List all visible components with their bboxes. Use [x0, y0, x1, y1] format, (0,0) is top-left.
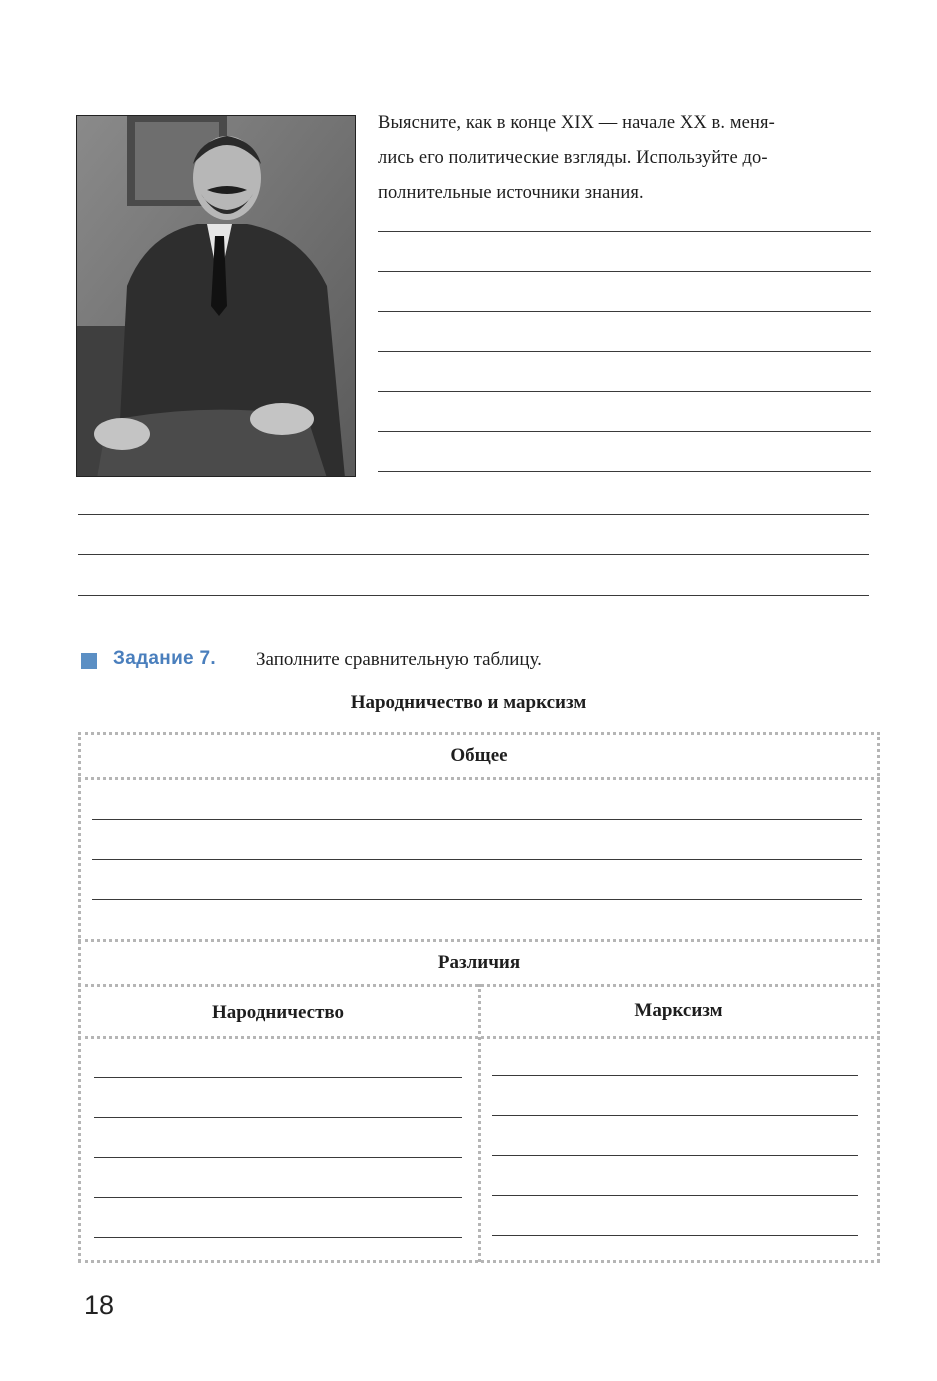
- answer-line[interactable]: [78, 514, 869, 515]
- common-answer-line[interactable]: [92, 899, 862, 900]
- table-column-divider: [478, 984, 481, 1262]
- page-number: 18: [84, 1290, 115, 1320]
- table-title: Народничество и марксизм: [350, 692, 587, 713]
- portrait-photo: [76, 115, 356, 477]
- narodnichestvo-answer-line[interactable]: [94, 1117, 462, 1118]
- table-divider: [78, 777, 880, 780]
- answer-line[interactable]: [78, 554, 869, 555]
- marxism-answer-line[interactable]: [492, 1195, 858, 1196]
- narodnichestvo-answer-line[interactable]: [94, 1077, 462, 1078]
- intro-paragraph: [378, 106, 878, 211]
- marxism-answer-line[interactable]: [492, 1115, 858, 1116]
- answer-line[interactable]: [378, 311, 871, 312]
- task-label: Задание 7.: [113, 648, 216, 669]
- answer-line[interactable]: [378, 391, 871, 392]
- answer-line[interactable]: [378, 471, 871, 472]
- marxism-answer-line[interactable]: [492, 1155, 858, 1156]
- differences-header: Различия: [437, 952, 521, 973]
- intro-line-2: лись его политические взгляды. Используйте до-: [378, 148, 768, 168]
- task-instruction: Заполните сравнительную таблицу.: [256, 649, 542, 670]
- narodnichestvo-answer-line[interactable]: [94, 1237, 462, 1238]
- intro-line-1: Выясните, как в конце XIX — начале XX в. меня-: [378, 113, 775, 133]
- common-answer-line[interactable]: [92, 819, 862, 820]
- narodnichestvo-answer-line[interactable]: [94, 1157, 462, 1158]
- portrait-illustration: [77, 116, 356, 477]
- task-marker-square: [81, 653, 97, 669]
- common-answer-line[interactable]: [92, 859, 862, 860]
- answer-line[interactable]: [378, 351, 871, 352]
- answer-line[interactable]: [378, 231, 871, 232]
- answer-line[interactable]: [378, 431, 871, 432]
- marxism-answer-line[interactable]: [492, 1235, 858, 1236]
- table-border-left: [78, 732, 81, 1262]
- answer-line[interactable]: [78, 595, 869, 596]
- marxism-header: Марксизм: [634, 1000, 723, 1021]
- narodnichestvo-answer-line[interactable]: [94, 1197, 462, 1198]
- answer-line[interactable]: [378, 271, 871, 272]
- intro-line-3: полнительные источники знания.: [378, 183, 644, 203]
- marxism-answer-line[interactable]: [492, 1075, 858, 1076]
- narodnichestvo-header: Народничество: [211, 1002, 345, 1023]
- table-border-top: [78, 732, 880, 735]
- table-divider: [78, 939, 880, 942]
- common-header: Общее: [450, 745, 508, 766]
- table-border-right: [877, 732, 880, 1262]
